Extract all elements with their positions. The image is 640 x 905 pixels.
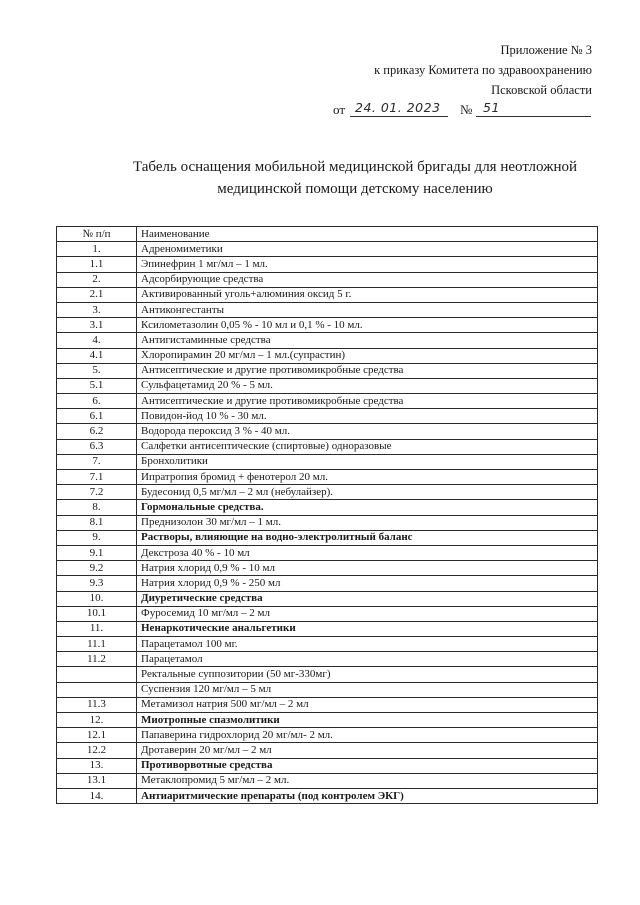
row-number: 5. [57, 363, 137, 378]
table-row [57, 378, 598, 393]
row-number: 7.2 [57, 485, 137, 500]
order-date-number-line [333, 100, 593, 120]
row-number: 2.1 [57, 287, 137, 302]
table-row [57, 728, 598, 743]
row-number: 9.2 [57, 561, 137, 576]
row-number: 1. [57, 242, 137, 257]
number-prefix: № [460, 102, 473, 117]
table-row [57, 621, 598, 636]
row-number: 13.1 [57, 773, 137, 788]
row-number: 11.2 [57, 652, 137, 667]
row-name: Антисептические и другие противомикробные средства [137, 394, 598, 409]
table-row [57, 530, 598, 545]
row-name: Натрия хлорид 0,9 % - 250 мл [137, 576, 598, 591]
table-row [57, 561, 598, 576]
row-name: Водорода пероксид 3 % - 40 мл. [137, 424, 598, 439]
row-name: Преднизолон 30 мг/мл – 1 мл. [137, 515, 598, 530]
table-row [57, 394, 598, 409]
table-row [57, 485, 598, 500]
row-number: 10. [57, 591, 137, 606]
row-name: Бронхолитики [137, 454, 598, 469]
table-row [57, 242, 598, 257]
table-row [57, 606, 598, 621]
column-header-name: Наименование [137, 227, 598, 242]
handwritten-date: 24. 01. 2023 [355, 100, 441, 115]
table-row [57, 257, 598, 272]
row-number: 4.1 [57, 348, 137, 363]
row-number: 9.1 [57, 545, 137, 560]
row-number [57, 682, 137, 697]
row-name: Миотропные спазмолитики [137, 713, 598, 728]
table-row [57, 287, 598, 302]
row-name: Антиаритмические препараты (под контролем ЭКГ) [137, 788, 598, 803]
row-number: 3.1 [57, 318, 137, 333]
document-title [100, 156, 610, 200]
row-name: Ксилометазолин 0,05 % - 10 мл и 0,1 % - 10 мл. [137, 318, 598, 333]
row-number: 11. [57, 621, 137, 636]
row-name: Дротаверин 20 мг/мл – 2 мл [137, 743, 598, 758]
row-number: 8. [57, 500, 137, 515]
row-number: 12.1 [57, 728, 137, 743]
region-name: Псковской области [491, 83, 592, 97]
row-name: Ненаркотические анальгетики [137, 621, 598, 636]
table-row [57, 637, 598, 652]
table-row [57, 697, 598, 712]
row-name: Ипратропия бромид + фенотерол 20 мл. [137, 470, 598, 485]
row-name: Повидон-йод 10 % - 30 мл. [137, 409, 598, 424]
table-row [57, 409, 598, 424]
equipment-table [56, 226, 598, 804]
table-row [57, 272, 598, 287]
row-number: 6.3 [57, 439, 137, 454]
row-number: 3. [57, 302, 137, 317]
table-row [57, 348, 598, 363]
row-name: Натрия хлорид 0,9 % - 10 мл [137, 561, 598, 576]
row-number: 13. [57, 758, 137, 773]
row-number: 4. [57, 333, 137, 348]
table-row [57, 743, 598, 758]
table-row [57, 667, 598, 682]
row-number: 10.1 [57, 606, 137, 621]
row-number: 11.3 [57, 697, 137, 712]
row-number: 9.3 [57, 576, 137, 591]
row-number: 12.2 [57, 743, 137, 758]
row-name: Салфетки антисептические (спиртовые) одноразовые [137, 439, 598, 454]
row-name: Декстроза 40 % - 10 мл [137, 545, 598, 560]
table-row [57, 576, 598, 591]
row-name: Сульфацетамид 20 % - 5 мл. [137, 378, 598, 393]
row-number: 14. [57, 788, 137, 803]
row-number: 9. [57, 530, 137, 545]
row-number: 6.1 [57, 409, 137, 424]
appendix-header [272, 40, 592, 100]
appendix-number: Приложение № 3 [500, 43, 592, 57]
row-name: Фуросемид 10 мг/мл – 2 мл [137, 606, 598, 621]
row-name: Папаверина гидрохлорид 20 мг/мл- 2 мл. [137, 728, 598, 743]
row-name: Антигистаминные средства [137, 333, 598, 348]
row-name: Парацетамол 100 мг. [137, 637, 598, 652]
row-name: Парацетамол [137, 652, 598, 667]
table-row [57, 318, 598, 333]
row-name: Антиконгестанты [137, 302, 598, 317]
table-row [57, 788, 598, 803]
date-underline [350, 116, 448, 117]
row-name: Хлоропирамин 20 мг/мл – 1 мл.(супрастин) [137, 348, 598, 363]
table-row [57, 500, 598, 515]
order-reference: к приказу Комитета по здравоохранению [374, 63, 592, 77]
row-name: Метамизол натрия 500 мг/мл – 2 мл [137, 697, 598, 712]
table-row [57, 591, 598, 606]
table-header-row [57, 227, 598, 242]
table-row [57, 333, 598, 348]
date-prefix: от [333, 102, 346, 117]
title-line-1: Табель оснащения мобильной медицинской бригады для неотложной [132, 159, 578, 175]
row-name: Антисептические и другие противомикробные средства [137, 363, 598, 378]
row-name: Диуретические средства [137, 591, 598, 606]
handwritten-number: 51 [483, 100, 500, 115]
row-number: 2. [57, 272, 137, 287]
row-number: 5.1 [57, 378, 137, 393]
table-row [57, 515, 598, 530]
table-row [57, 652, 598, 667]
row-number: 12. [57, 713, 137, 728]
table-row [57, 713, 598, 728]
row-number: 7. [57, 454, 137, 469]
row-name: Адреномиметики [137, 242, 598, 257]
table-row [57, 302, 598, 317]
table-row [57, 682, 598, 697]
row-number: 7.1 [57, 470, 137, 485]
table-row [57, 424, 598, 439]
row-number: 11.1 [57, 637, 137, 652]
table-row [57, 439, 598, 454]
row-name: Ректальные суппозитории (50 мг-330мг) [137, 667, 598, 682]
row-number: 6. [57, 394, 137, 409]
row-name: Будесонид 0,5 мг/мл – 2 мл (небулайзер). [137, 485, 598, 500]
table-row [57, 470, 598, 485]
title-line-2: медицинской помощи детскому населению [217, 181, 493, 197]
row-number: 1.1 [57, 257, 137, 272]
row-name: Эпинефрин 1 мг/мл – 1 мл. [137, 257, 598, 272]
table-row [57, 545, 598, 560]
row-name: Активированный уголь+алюминия оксид 5 г. [137, 287, 598, 302]
row-name: Адсорбирующие средства [137, 272, 598, 287]
row-name: Растворы, влияющие на водно-электролитный баланс [137, 530, 598, 545]
row-name: Метаклопромид 5 мг/мл – 2 мл. [137, 773, 598, 788]
row-name: Гормональные средства. [137, 500, 598, 515]
row-number: 8.1 [57, 515, 137, 530]
column-header-number: № п/п [57, 227, 137, 242]
table-row [57, 454, 598, 469]
table-row [57, 773, 598, 788]
number-underline [476, 116, 591, 117]
row-name: Суспензия 120 мг/мл – 5 мл [137, 682, 598, 697]
row-number: 6.2 [57, 424, 137, 439]
row-name: Противорвотные средства [137, 758, 598, 773]
table-row [57, 758, 598, 773]
table-row [57, 363, 598, 378]
row-number [57, 667, 137, 682]
